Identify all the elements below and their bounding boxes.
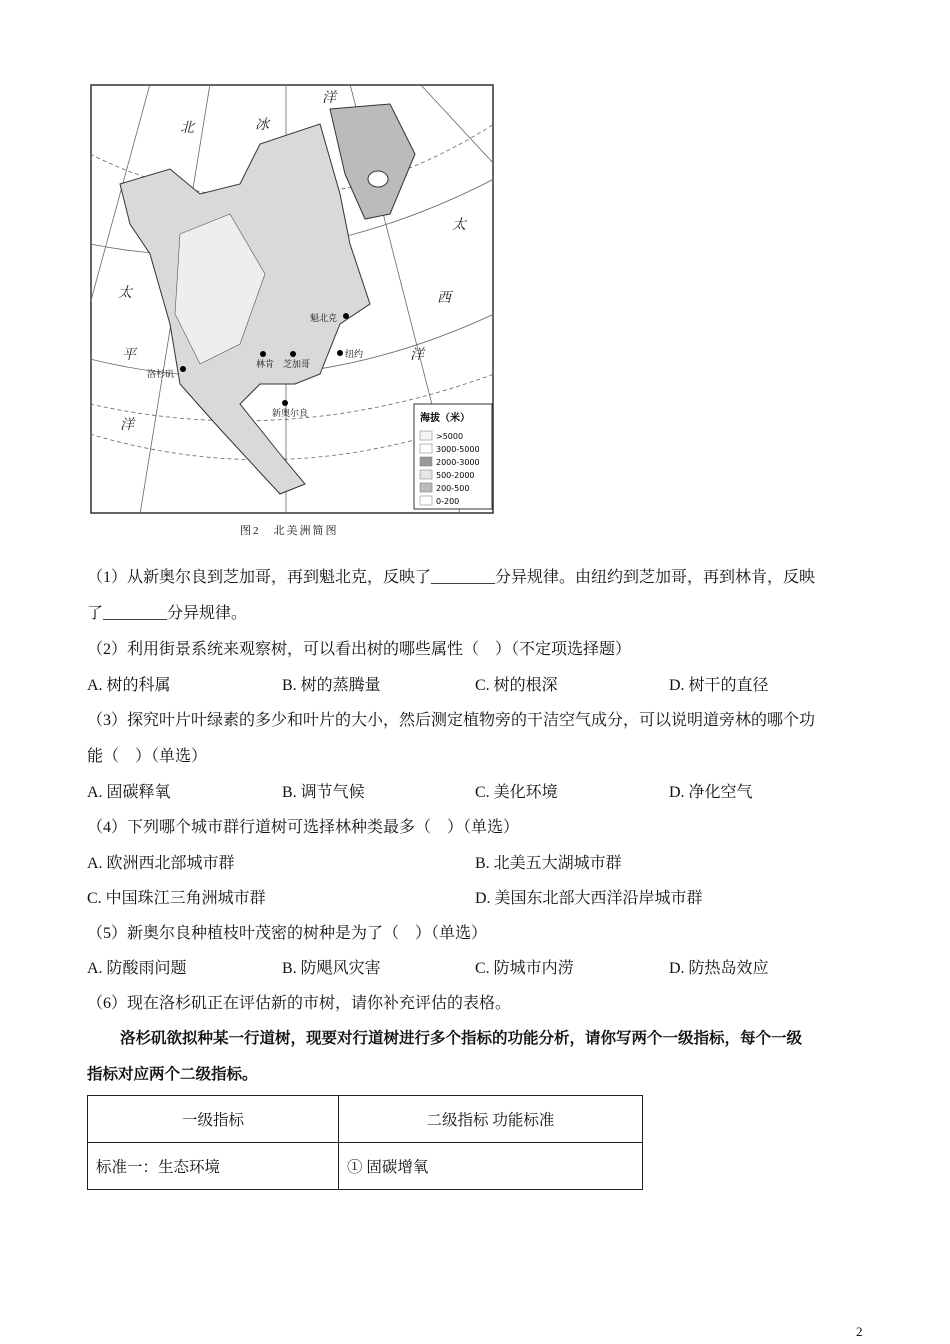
q2-option-c: C. 树的根深 [475, 677, 558, 694]
table-cell: ① 固碳增氧 [339, 1143, 643, 1190]
question-3-line-2: 能（ ）（单选） [87, 748, 208, 765]
task-line-1: 洛杉矶欲拟种某一行道树，现要对行道树进行多个指标的功能分析，请你写两个一级指标，每个一级 [120, 1029, 803, 1047]
ocean-label: 太 [118, 285, 132, 301]
question-5: （5）新奥尔良种植枝叶茂密的树种是为了（ ）（单选） [87, 925, 488, 942]
q5-option-b: B. 防飓风灾害 [282, 960, 381, 977]
ocean-label: 洋 [322, 90, 336, 106]
evaluation-table [87, 1095, 643, 1190]
table-header-row [88, 1096, 643, 1143]
q5-option-c: C. 防城市内涝 [475, 960, 574, 977]
q2-option-a: A. 树的科属 [87, 677, 171, 694]
q2-option-d: D. 树干的直径 [669, 677, 769, 694]
city-label-los-angeles: 洛杉矶 [147, 370, 175, 380]
question-4: （4）下列哪个城市群行道树可选择林种类最多（ ）（单选） [87, 819, 520, 836]
q4-option-c: C. 中国珠江三角洲城市群 [87, 890, 266, 907]
q5-option-d: D. 防热岛效应 [669, 960, 769, 977]
city-label-chicago: 芝加哥 [283, 360, 311, 370]
legend-item: 200-500 [436, 484, 470, 493]
legend-item: 2000-3000 [436, 458, 480, 467]
legend-title: 海拔（米） [420, 413, 470, 424]
question-1-line-1: （1）从新奥尔良到芝加哥，再到魁北克，反映了________分异规律。由纽约到芝加哥，再到林肯，反映 [87, 569, 816, 586]
table-row [88, 1143, 643, 1190]
legend-item: >5000 [436, 432, 464, 441]
ocean-label: 洋 [120, 417, 134, 433]
legend-item: 500-2000 [436, 471, 475, 480]
task-line-2: 指标对应两个二级指标。 [87, 1065, 258, 1083]
legend-item: 0-200 [436, 497, 460, 506]
q3-option-c: C. 美化环境 [475, 784, 558, 801]
table-cell: 标准一：生态环境 [88, 1143, 339, 1190]
elevation-legend [414, 404, 492, 509]
question-3-line-1: （3）探究叶片叶绿素的多少和叶片的大小，然后测定植物旁的干洁空气成分，可以说明道旁林的哪个功 [87, 712, 816, 729]
ocean-label: 西 [437, 290, 451, 306]
question-1-line-2: 了________分异规律。 [87, 605, 248, 622]
q4-option-a: A. 欧洲西北部城市群 [87, 855, 235, 872]
q2-option-b: B. 树的蒸腾量 [282, 677, 381, 694]
ocean-label: 北 [180, 120, 194, 136]
page-number: 2 [856, 1324, 863, 1339]
table-header-cell: 二级指标 功能标准 [339, 1096, 643, 1143]
q5-option-a: A. 防酸雨问题 [87, 960, 187, 977]
city-label-new-orleans: 新奥尔良 [272, 409, 309, 419]
ocean-label: 冰 [255, 117, 269, 133]
legend-item: 3000-5000 [436, 445, 480, 454]
city-label-quebec: 魁北克 [310, 314, 338, 324]
q4-option-b: B. 北美五大湖城市群 [475, 855, 622, 872]
ocean-label: 洋 [410, 347, 424, 363]
ocean-label: 太 [452, 217, 466, 233]
q3-option-a: A. 固碳释氧 [87, 784, 171, 801]
figure-caption: 图2 北美洲简图 [240, 525, 339, 537]
north-america-map [90, 84, 494, 514]
city-label-lincoln: 林肯 [256, 360, 275, 370]
ocean-label: 平 [122, 347, 136, 363]
city-label-new-york: 纽约 [345, 350, 364, 360]
q3-option-b: B. 调节气候 [282, 784, 365, 801]
question-6: （6）现在洛杉矶正在评估新的市树，请你补充评估的表格。 [87, 995, 512, 1012]
q4-option-d: D. 美国东北部大西洋沿岸城市群 [475, 890, 703, 907]
q3-option-d: D. 净化空气 [669, 784, 753, 801]
question-2: （2）利用街景系统来观察树，可以看出树的哪些属性（ ）（不定项选择题） [87, 641, 632, 658]
table-header-cell: 一级指标 [88, 1096, 339, 1143]
